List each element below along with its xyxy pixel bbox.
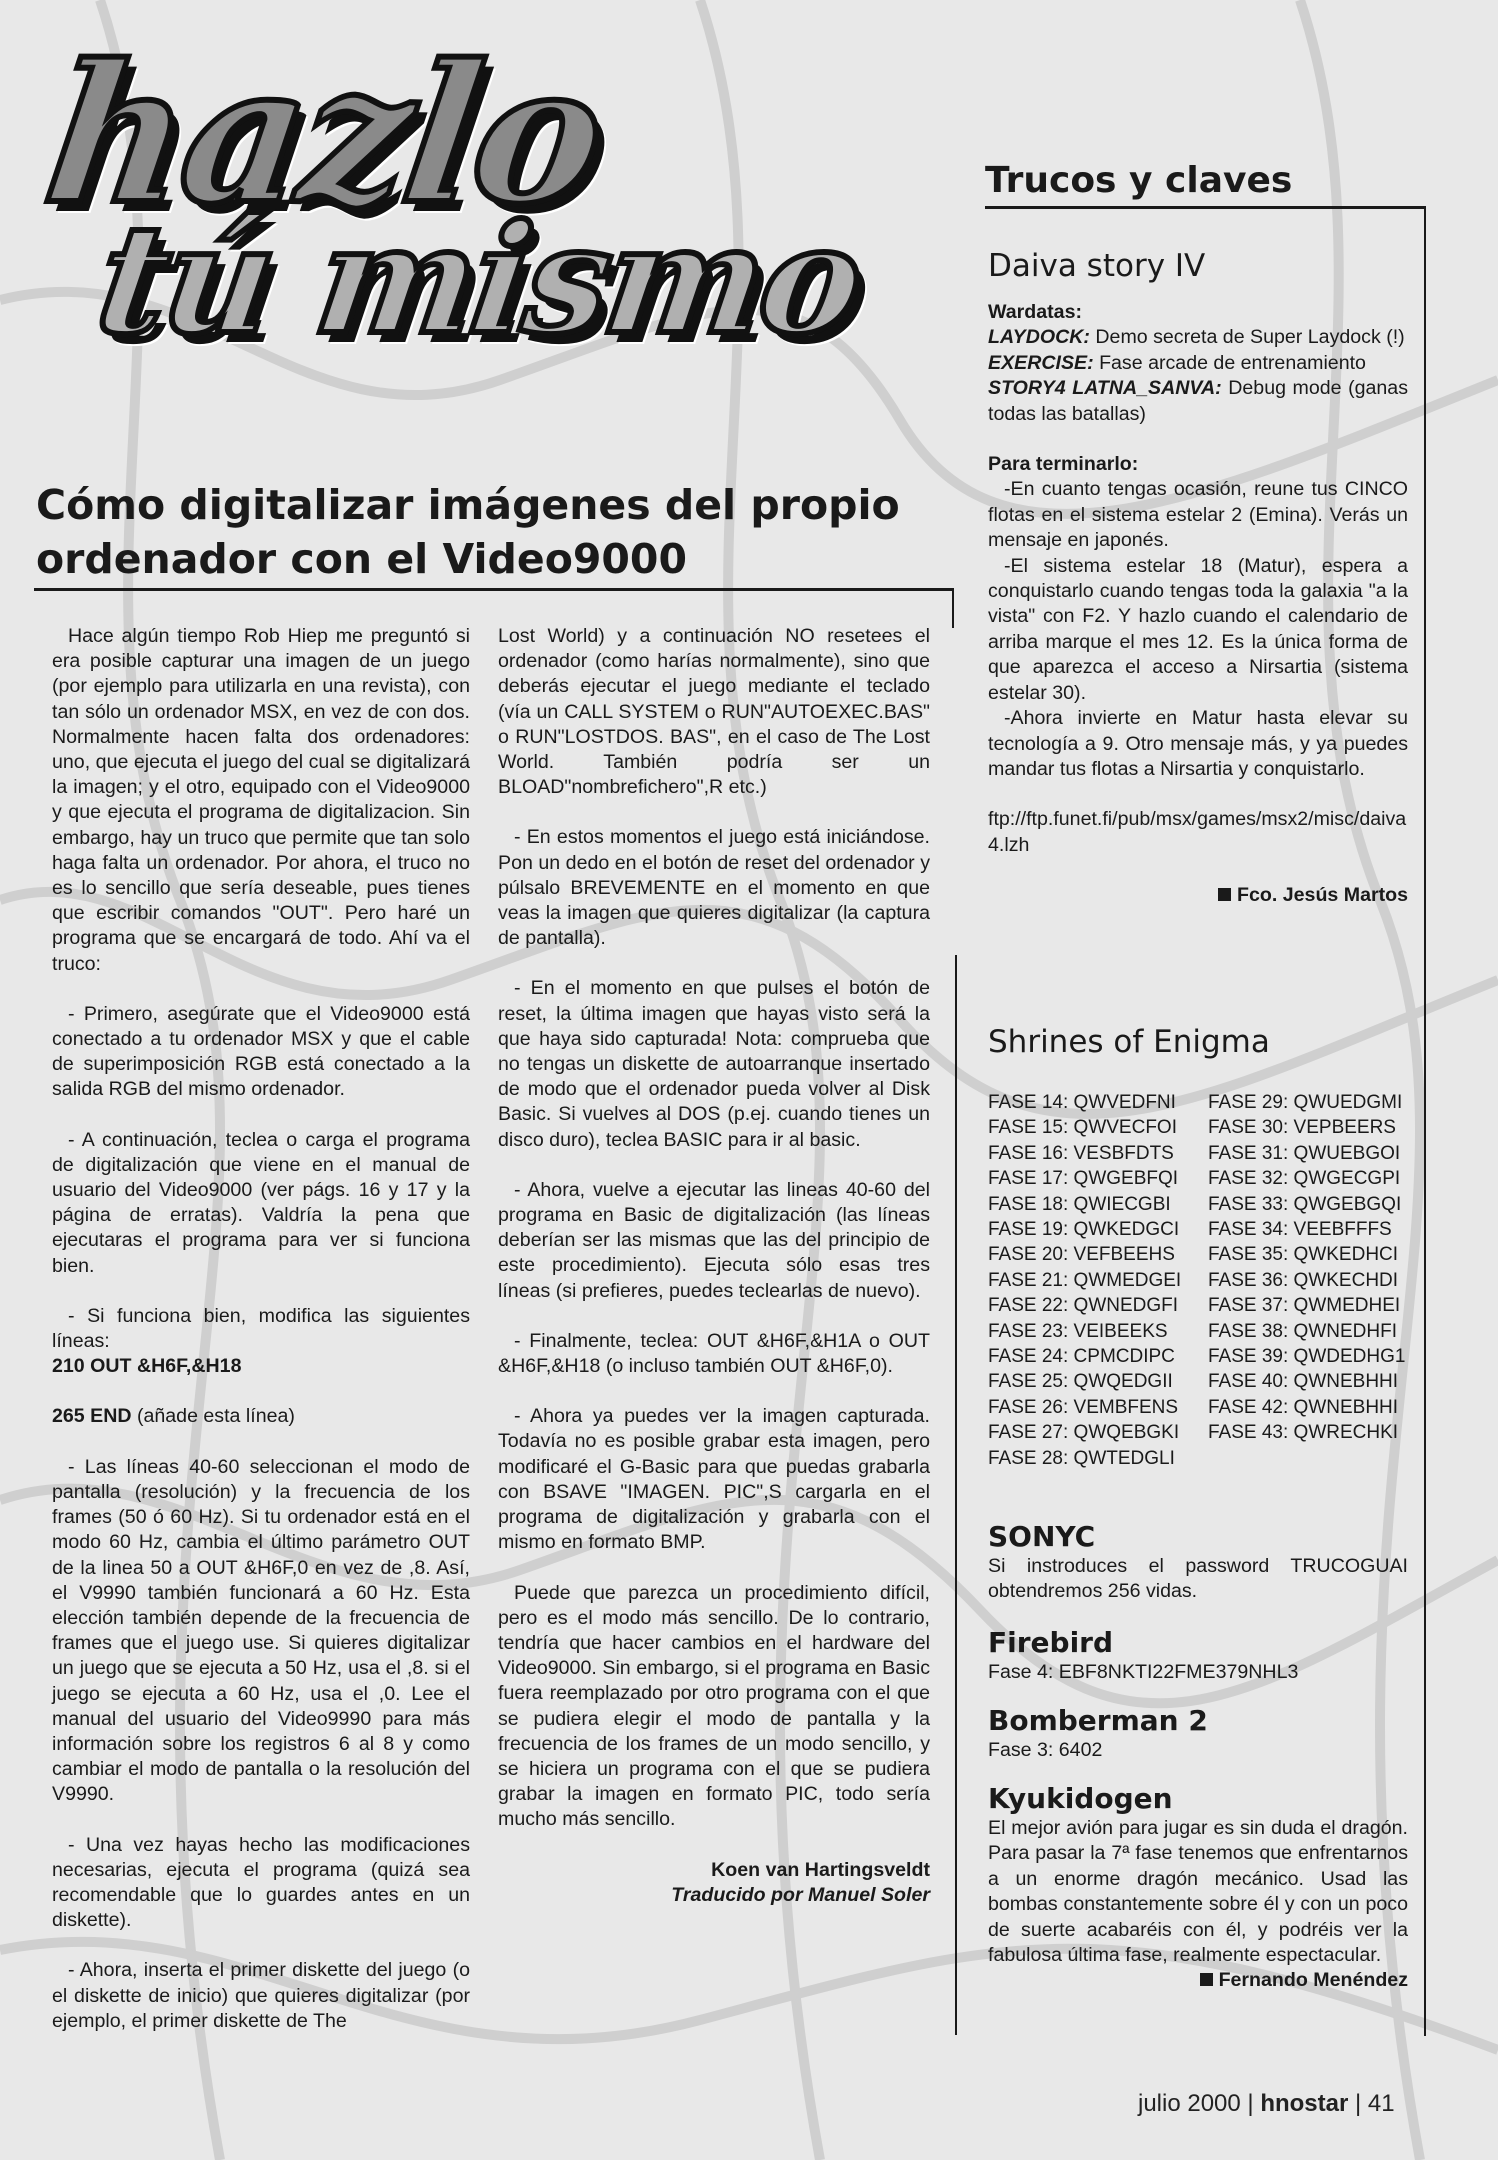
- list-item: FASE 24: CPMCDIPC: [988, 1346, 1175, 1368]
- list-item: FASE 35: QWKEDHCI: [1208, 1244, 1399, 1266]
- title-rule-end: [952, 588, 954, 628]
- list-item: FASE 14: QWVEDFNI: [988, 1092, 1176, 1113]
- kyukidogen-title: Kyukidogen: [988, 1782, 1173, 1815]
- list-item: FASE 38: QWNEDHFI: [1208, 1320, 1397, 1342]
- sonyc-title: SONYC: [988, 1520, 1096, 1553]
- bomberman-section: [988, 1704, 1408, 1763]
- fase-column-right: [1208, 1090, 1428, 1471]
- cheat-desc: Fase arcade de entrenamiento: [1093, 351, 1366, 374]
- end-square-icon: [1218, 888, 1231, 901]
- list-item: FASE 22: QWNEDGFI: [988, 1295, 1179, 1317]
- wardatas-label: Wardatas:: [988, 301, 1082, 323]
- paragraph: - En estos momentos el juego está iniciándose. Pon un dedo en el botón de reset del ordenador y púlsalo BREVEMENTE en el momento en que veas la imagen que quieres digitalizar (la captura de pantalla).: [498, 826, 930, 950]
- fase-list: [988, 1090, 1428, 1471]
- list-item: FASE 20: VEFBEEHS: [988, 1244, 1175, 1266]
- list-item: FASE 30: VEPBEERS: [1208, 1117, 1396, 1139]
- step: -Ahora invierte en Matur hasta elevar su tecnología a 9. Otro mensaje más, y ya puedes mandar tus flotas a Nirsartia y conquistarlo.: [988, 707, 1408, 780]
- daiva-author: Fco. Jesús Martos: [1237, 884, 1408, 907]
- list-item: FASE 40: QWNEBHHI: [1208, 1371, 1399, 1393]
- logo-line-1: hazlo: [34, 23, 614, 246]
- download-url: ftp://ftp.funet.fi/pub/msx/games/msx2/misc/daiva4.lzh: [988, 808, 1407, 856]
- code-line: 210 OUT &H6F,&H18: [52, 1355, 242, 1378]
- firebird-section: [988, 1626, 1408, 1685]
- logo-line-2: tú mismo: [87, 192, 870, 368]
- cheat-code: [988, 351, 1408, 376]
- cheat-desc: Demo secreta de Super Laydock (!): [1089, 326, 1405, 349]
- terminar-label: Para terminarlo:: [988, 453, 1139, 476]
- paragraph: - Las líneas 40-60 seleccionan el modo de pantalla (resolución) y la frecuencia de los frames (50 ó 60 Hz). Si tu ordenador está en el modo 60 Hz, cambia el último parámetro OUT de la linea 50 a OUT &H6F,0 en vez de ,8. Así, el V9990 también funcionará a 60 Hz. Esta elección también depende de la frecuencia de frames que el juego use. Si quieres digitalizar un juego que se ejecuta a 50 Hz, usa el ,8. si el juego se ejecuta a 60 Hz, usa el ,0. Lee el manual del usuario del Video9990 para más información sobre los registros 6 al 8 y como cambiar el modo de pantalla o la resolución del V9990.: [52, 1455, 470, 1806]
- end-square-icon: [1200, 1973, 1213, 1986]
- sonyc-section: [988, 1520, 1408, 1605]
- shrines-section: [988, 1022, 1408, 1076]
- cheat-key: LAYDOCK:: [988, 326, 1090, 349]
- kyukidogen-text: El mejor avión para jugar es sin duda el dragón. Para pasar la 7ª fase tenemos que enfrentarnos a un enorme dragón mecánico. Usad las bombas constantemente sobre él y con un poco de suerte acabaréis con él, y podréis ver la fabulosa última fase, realmente espectacular.: [988, 1817, 1408, 1967]
- title-rule: [34, 588, 954, 591]
- kyukidogen-author: Fernando Menéndez: [1218, 1969, 1408, 1992]
- list-item: FASE 26: VEMBFENS: [988, 1396, 1179, 1418]
- footer-separator: |: [1355, 2090, 1368, 2117]
- list-item: FASE 15: QWVECFOI: [988, 1117, 1177, 1139]
- list-item: FASE 37: QWMEDHEI: [1208, 1295, 1401, 1317]
- page-footer: [1138, 2090, 1395, 2118]
- daiva-section: [988, 246, 1408, 909]
- cheat-key: EXERCISE:: [988, 351, 1094, 374]
- paragraph: - Primero, asegúrate que el Video9000 está conectado a tu ordenador MSX y que el cable de superimposición RGB está conectado a la salida RGB del mismo ordenador.: [52, 1002, 470, 1101]
- list-item: FASE 33: QWGEBGQI: [1208, 1193, 1402, 1215]
- list-item: FASE 43: QWRECHKI: [1208, 1422, 1399, 1444]
- paragraph: - Ahora, inserta el primer diskette del juego (o el diskette de inicio) que quieres digitalizar (por ejemplo, el primer diskette de The: [52, 1959, 470, 2032]
- list-item: FASE 28: QWTEDGLI: [988, 1447, 1175, 1469]
- list-item: FASE 18: QWIECGBI: [988, 1193, 1171, 1215]
- article-column-2: [498, 624, 930, 1933]
- cheat-key: STORY4 LATNA_SANVA:: [988, 377, 1222, 400]
- article-column-1: [52, 624, 470, 2059]
- step: -El sistema estelar 18 (Matur), espera a conquistarlo cuando tengas toda la galaxia "a la vista" con F2. Y hazlo cuando el calendario de arriba marque el mes 12. Es la única forma de que aparezca el acceso a Nirsartia (sistema estelar 30).: [988, 554, 1408, 704]
- cheat-code: [988, 325, 1408, 350]
- kyukidogen-section: [988, 1782, 1408, 1994]
- paragraph: - En el momento en que pulses el botón de reset, la última imagen que hayas visto será la que haya sido capturada! Nota: comprueba que no tengas un diskette de autoarranque insertado de modo que el ordenador pueda volver al Disk Basic. Si vuelves al DOS (p.ej. cuando tienes un disco duro), teclea BASIC para ir al basic.: [498, 977, 930, 1151]
- list-item: FASE 31: QWUEBGOI: [1208, 1142, 1401, 1164]
- list-item: FASE 16: VESBFDTS: [988, 1142, 1174, 1164]
- paragraph: Lost World) y a continuación NO resetees el ordenador (como harías normalmente), sino que deberás ejecutar el juego mediante el teclado (vía un CALL SYSTEM o RUN"AUTOEXEC.BAS" o RUN"LOSTDOS. BAS", en el caso de The Lost World. También podría ser un BLOAD"nombrefichero",R etc.): [498, 625, 930, 799]
- paragraph: - Ahora, vuelve a ejecutar las lineas 40-60 del programa en Basic de digitalización (las líneas deberían ser las mismas que las del principio de este procedimiento). Ejecuta sólo esas tres líneas (si prefieres, puedes teclearlas de nuevo).: [498, 1178, 930, 1302]
- page-number: 41: [1367, 2090, 1395, 2117]
- paragraph: Hace algún tiempo Rob Hiep me preguntó si era posible capturar una imagen de un juego (por ejemplo para utilizarla en una revista), con tan sólo un ordenador MSX, en vez de con dos. Normalmente hacen falta dos ordenadores: uno, que ejecuta el juego del cual se digitalizará la imagen; y el otro, equipado con el Video9000 y que ejecuta el programa de digitalizacion. Sin embargo, hay un truco que permite que tan solo haga falta un ordenador. Por ahora, el truco no es lo sencillo que sería deseable, pues tienes que escribir comandos "OUT". Pero haré un programa que se encargará de todo. Ahí va el truco:: [52, 625, 470, 975]
- footer-separator: |: [1247, 2090, 1261, 2117]
- list-item: FASE 23: VEIBEEKS: [988, 1320, 1168, 1342]
- list-item: FASE 34: VEEBFFFS: [1208, 1219, 1392, 1241]
- list-item: FASE 19: QWKEDGCI: [988, 1219, 1180, 1241]
- sidebar-heading: Trucos y claves: [985, 160, 1293, 201]
- article-author: Koen van Hartingsveldt: [711, 1858, 930, 1881]
- article-title: Cómo digitalizar imágenes del propio ordenador con el Video9000: [36, 481, 900, 583]
- list-item: FASE 29: QWUEDGMI: [1208, 1092, 1403, 1113]
- paragraph: - Una vez hayas hecho las modificaciones necesarias, ejecuta el programa (quizá sea recomendable que lo guardes antes en un diskette).: [52, 1833, 470, 1932]
- column-divider: [955, 955, 957, 2035]
- paragraph: - Finalmente, teclea: OUT &H6F,&H1A o OUT &H6F,&H18 (o incluso también OUT &H6F,0).: [498, 1329, 930, 1378]
- bomberman-text: Fase 3: 6402: [988, 1739, 1103, 1761]
- bomberman-title: Bomberman 2: [988, 1704, 1208, 1737]
- step: -En cuanto tengas ocasión, reune tus CINCO flotas en el sistema estelar 2 (Emina). Verás un mensaje en japonés.: [988, 478, 1408, 552]
- article-translator: Traducido por Manuel Soler: [671, 1883, 930, 1906]
- cheat-code: [988, 376, 1408, 427]
- shrines-title: Shrines of Enigma: [988, 1024, 1270, 1060]
- firebird-title: Firebird: [988, 1626, 1114, 1659]
- list-item: FASE 42: QWNEBHHI: [1208, 1396, 1399, 1418]
- code-line: 265 END: [52, 1405, 132, 1428]
- fase-column-left: [988, 1090, 1208, 1471]
- paragraph: - Si funciona bien, modifica las siguientes líneas:: [52, 1304, 470, 1353]
- list-item: FASE 27: QWQEBGKI: [988, 1422, 1180, 1444]
- sidebar-rule: [985, 206, 1425, 209]
- issue-date: julio 2000: [1138, 2090, 1241, 2117]
- firebird-text: Fase 4: EBF8NKTI22FME379NHL3: [988, 1661, 1299, 1683]
- list-item: FASE 32: QWGECGPI: [1208, 1168, 1401, 1190]
- list-item: FASE 17: QWGEBFQI: [988, 1168, 1179, 1190]
- code-note: (añade esta línea): [131, 1405, 295, 1428]
- cheat-desc: Debug mode (ganas todas las batallas): [988, 377, 1408, 425]
- magazine-brand: hnostar: [1260, 2090, 1349, 2117]
- list-item: FASE 39: QWDEDHG1: [1208, 1346, 1406, 1368]
- sonyc-text: Si instroduces el password TRUCOGUAI obtendremos 256 vidas.: [988, 1555, 1408, 1603]
- paragraph: Puede que parezca un procedimiento difícil, pero es el modo más sencillo. De lo contrario, tendría que hacer cambios en el hardware del Video9000. Sin embargo, si el programa en Basic fuera reemplazado por otro programa con el que se pudiera elegir el modo de pantalla y la frecuencia de los frames de un modo sencillo, y se hiciera un programa con el que se pudiera grabar la imagen en formato PIC, todo sería mucho más sencillo.: [498, 1581, 930, 1831]
- paragraph: - Ahora ya puedes ver la imagen capturada. Todavía no es posible grabar esta imagen, pero modificaré el G-Basic para que puedas grabarla con BSAVE "IMAGEN. PIC",S cargarla en el programa de digitalización y grabarla con el mismo en formato BMP.: [498, 1405, 930, 1554]
- list-item: FASE 25: QWQEDGII: [988, 1371, 1173, 1393]
- list-item: FASE 36: QWKECHDI: [1208, 1269, 1399, 1291]
- paragraph: - A continuación, teclea o carga el programa de digitalización que viene en el manual de usuario del Video9000 (ver págs. 16 y 17 y la página de erratas). Valdría la pena que ejecutaras el programa para ver si funciona bien.: [52, 1128, 470, 1277]
- list-item: FASE 21: QWMEDGEI: [988, 1269, 1182, 1291]
- section-logo: [30, 23, 960, 380]
- daiva-title: Daiva story IV: [988, 248, 1206, 284]
